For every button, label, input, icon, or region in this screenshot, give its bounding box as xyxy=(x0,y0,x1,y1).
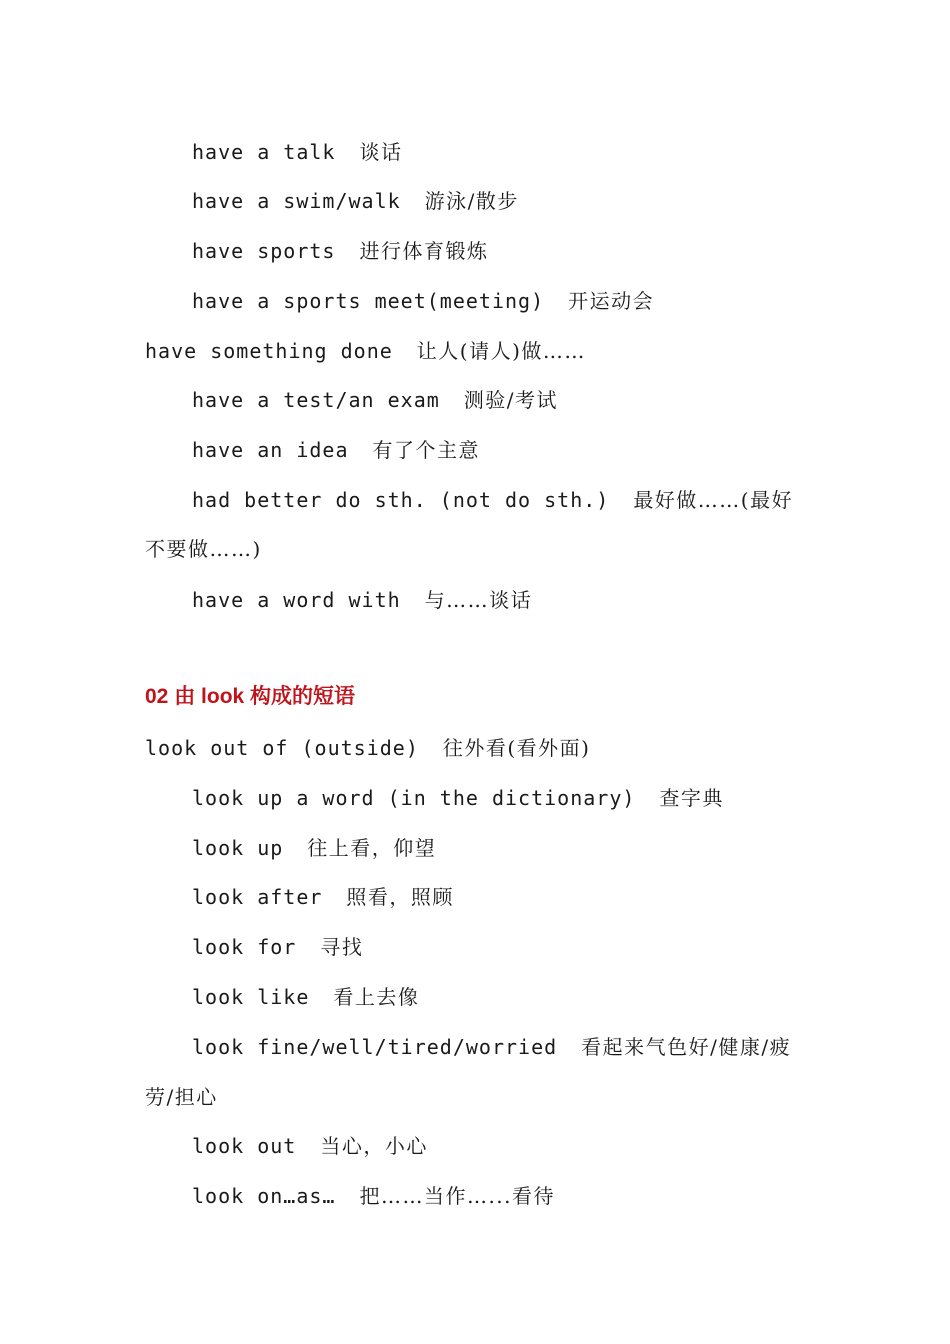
phrase-chinese: 测验/考试 xyxy=(463,388,559,412)
phrase-chinese: 不要做……) xyxy=(145,537,262,561)
phrase-chinese: 最好做……(最好 xyxy=(633,488,794,512)
phrase-line-continuation xyxy=(145,524,805,574)
phrase-line xyxy=(145,176,805,226)
phrase-line xyxy=(145,723,805,773)
phrase-line xyxy=(145,872,805,922)
phrase-english: look out of (outside) xyxy=(145,736,419,760)
phrase-english: have a talk xyxy=(192,140,336,164)
phrase-chinese: 照看，照顾 xyxy=(346,885,454,909)
phrase-chinese: 寻找 xyxy=(320,935,364,959)
phrase-chinese: 往外看(看外面) xyxy=(442,736,591,760)
phrase-english: have a sports meet(meeting) xyxy=(192,289,545,313)
phrase-chinese: 当心，小心 xyxy=(320,1134,428,1158)
phrase-english: look after xyxy=(192,885,323,909)
phrase-line xyxy=(145,823,805,873)
phrase-chinese: 与……谈话 xyxy=(424,588,533,612)
phrase-line xyxy=(145,922,805,972)
phrase-chinese: 开运动会 xyxy=(568,289,655,313)
phrase-line xyxy=(145,1022,805,1072)
phrase-line xyxy=(145,375,805,425)
phrase-english: look for xyxy=(192,935,297,959)
phrase-english: have sports xyxy=(192,239,336,263)
phrase-chinese: 往上看，仰望 xyxy=(307,836,437,860)
phrase-line xyxy=(145,575,805,625)
phrase-chinese: 谈话 xyxy=(359,140,403,164)
phrase-chinese: 查字典 xyxy=(659,786,724,810)
phrase-line xyxy=(145,276,805,326)
phrase-line xyxy=(145,425,805,475)
phrase-english: look on…as… xyxy=(192,1184,336,1208)
phrase-english: have a swim/walk xyxy=(192,189,401,213)
phrase-english: have an idea xyxy=(192,438,349,462)
phrase-english: look out xyxy=(192,1134,297,1158)
phrase-chinese: 进行体育锻炼 xyxy=(359,239,489,263)
phrase-chinese: 看上去像 xyxy=(333,985,420,1009)
phrase-line xyxy=(145,226,805,276)
section-heading: 02 由 look 构成的短语 xyxy=(145,685,356,708)
phrase-english: had better do sth. (not do sth.) xyxy=(192,488,610,512)
phrase-line xyxy=(145,127,805,177)
phrase-line-continuation xyxy=(145,1072,805,1122)
phrase-english: have something done xyxy=(145,339,393,363)
phrase-chinese: 有了个主意 xyxy=(372,438,480,462)
phrase-chinese: 游泳/散步 xyxy=(424,189,519,213)
phrase-line xyxy=(145,1171,805,1221)
phrase-line xyxy=(145,475,805,525)
phrase-english: have a test/an exam xyxy=(192,388,440,412)
phrase-chinese: 劳/担心 xyxy=(145,1085,218,1109)
phrase-line xyxy=(145,773,805,823)
phrase-english: look up a word (in the dictionary) xyxy=(192,786,636,810)
phrase-english: look like xyxy=(192,985,310,1009)
phrase-chinese: 看起来气色好/健康/疲 xyxy=(581,1035,792,1059)
phrase-chinese: 让人(请人)做…… xyxy=(416,339,586,363)
phrase-line xyxy=(145,1121,805,1171)
phrase-chinese: 把……当作…...看待 xyxy=(359,1184,556,1208)
phrase-english: look fine/well/tired/worried xyxy=(192,1035,558,1059)
phrase-english: look up xyxy=(192,836,284,860)
phrase-line xyxy=(145,972,805,1022)
phrase-english: have a word with xyxy=(192,588,401,612)
phrase-line xyxy=(145,326,805,376)
